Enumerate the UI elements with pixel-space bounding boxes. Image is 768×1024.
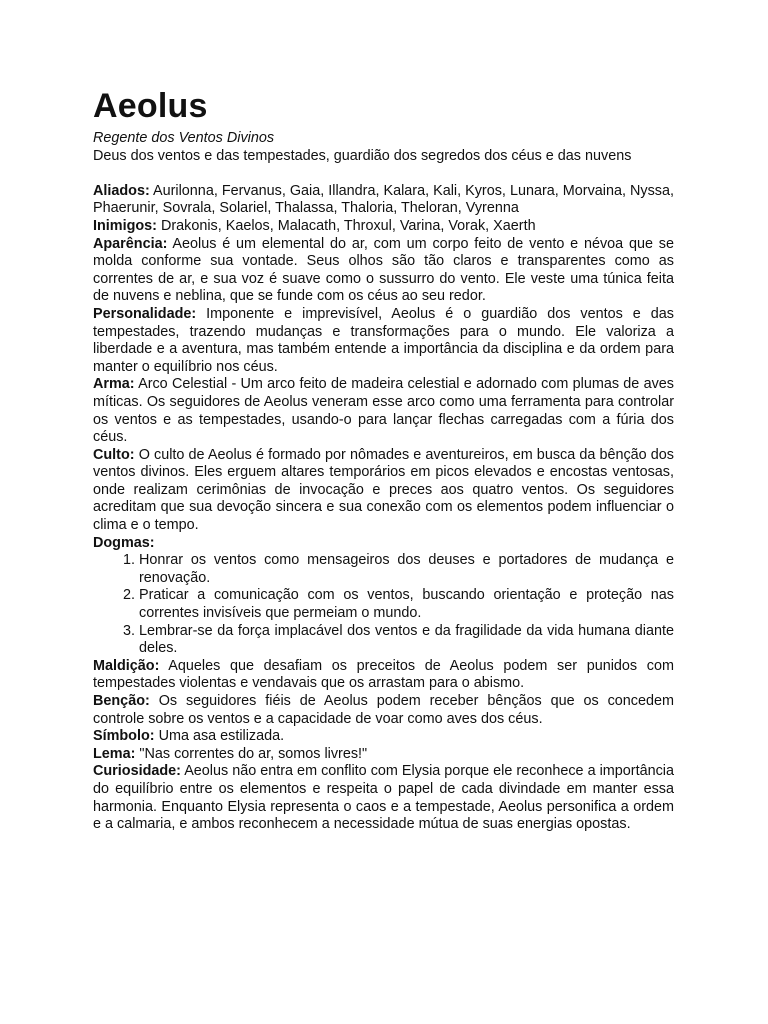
field-label: Maldição:: [93, 657, 160, 674]
dogmas-list: [93, 552, 674, 658]
field-text: "Nas correntes do ar, somos livres!": [139, 745, 368, 762]
field-text: Uma asa estilizada.: [158, 728, 285, 745]
field-personalidade: [93, 306, 674, 376]
field-label: Culto:: [93, 446, 135, 463]
field-label: Curiosidade:: [93, 763, 181, 780]
field-text: Drakonis, Kaelos, Malacath, Throxul, Varina, Vorak, Xaerth: [160, 217, 536, 234]
field-label: Símbolo:: [93, 728, 155, 745]
field-aliados: [93, 183, 674, 218]
field-label: Lema:: [93, 745, 136, 762]
field-text: Aqueles que desafiam os preceitos de Aeolus podem ser punidos com tempestades violentas e vendavais que os arrastam para o abismo.: [93, 657, 674, 692]
field-culto: [93, 447, 674, 535]
field-bencao: [93, 693, 674, 728]
field-label: Dogmas:: [93, 534, 155, 551]
field-text: Aeolus não entra em conflito com Elysia porque ele reconhece a importância do equilíbrio entre os elementos e respeita o papel de cada divindade em manter essa harmonia. Enquanto Elysia representa o caos e a tempestade, Aeolus personifica a ordem e a calmaria, e ambos reconhecem a necessidade mútua de suas energias opostas.: [93, 763, 674, 833]
field-label: Arma:: [93, 376, 135, 393]
deity-title: Aeolus: [93, 87, 208, 125]
field-label: Personalidade:: [93, 305, 197, 322]
list-item: 2. Praticar a comunicação com os ventos, buscando orientação e proteção nas correntes invisíveis que permeiam o mundo.: [139, 587, 674, 622]
deity-subtitle: Regente dos Ventos Divinos: [93, 130, 275, 146]
field-lema: [93, 746, 674, 764]
field-arma: [93, 376, 674, 446]
field-maldicao: [93, 658, 674, 693]
field-text: O culto de Aeolus é formado por nômades e aventureiros, em busca da bênção dos ventos divinos. Eles erguem altares temporários em picos elevados e encostas ventosas, onde realizam cerimônias de invocação e preces aos quatro ventos. Os seguidores acreditam que sua devoção sincera e sua conexão com os elementos podem influenciar o clima e o tempo.: [93, 446, 675, 534]
field-simbolo: [93, 728, 674, 746]
field-label: Benção:: [93, 693, 150, 709]
list-item: 1. Honrar os ventos como mensageiros dos deuses e portadores de mudança e renovação.: [139, 552, 674, 587]
deity-description: Deus dos ventos e das tempestades, guardião dos segredos dos céus e das nuvens: [93, 147, 632, 164]
field-label: Inimigos:: [93, 217, 157, 234]
field-label: Aliados:: [93, 182, 150, 199]
field-inimigos: [93, 218, 674, 236]
list-item: 3. Lembrar-se da força implacável dos ventos e da fragilidade da vida humana diante deles.: [139, 623, 674, 658]
field-text: Os seguidores fiéis de Aeolus podem receber bênçãos que os concedem controle sobre os ventos e a capacidade de voar como aves dos céus.: [93, 693, 675, 727]
field-aparencia: [93, 236, 674, 306]
document-page: [93, 86, 674, 834]
field-text: Aurilonna, Fervanus, Gaia, Illandra, Kalara, Kali, Kyros, Lunara, Morvaina, Nyssa, Phaerunir, Sovrala, Solariel, Thalassa, Thaloria, Theloran, Vyrenna: [93, 182, 674, 217]
field-curiosidade: [93, 763, 674, 833]
field-label: Aparência:: [93, 235, 168, 252]
field-text: Imponente e imprevisível, Aeolus é o guardião dos ventos e das tempestades, trazendo mudanças e transformações para o mundo. Ele valoriza a liberdade e a aventura, mas também entende a importância da disciplina e da ordem para manter o equilíbrio nos céus.: [93, 305, 674, 375]
field-dogmas: [93, 535, 674, 553]
field-text: Aeolus é um elemental do ar, com um corpo feito de vento e névoa que se molda conforme sua vontade. Seus olhos são tão claros e transparentes como as correntes de ar, e sua voz é suave como o sussurro do vento. Ele veste uma túnica feita de nuvens e neblina, que se funde com os céus ao seu redor.: [93, 235, 674, 305]
field-text: Arco Celestial - Um arco feito de madeira celestial e adornado com plumas de aves míticas. Os seguidores de Aeolus veneram esse arco como uma ferramenta para controlar os ventos e as tempestades, usando-o para lançar flechas carregadas com a fúria dos céus.: [93, 376, 674, 446]
